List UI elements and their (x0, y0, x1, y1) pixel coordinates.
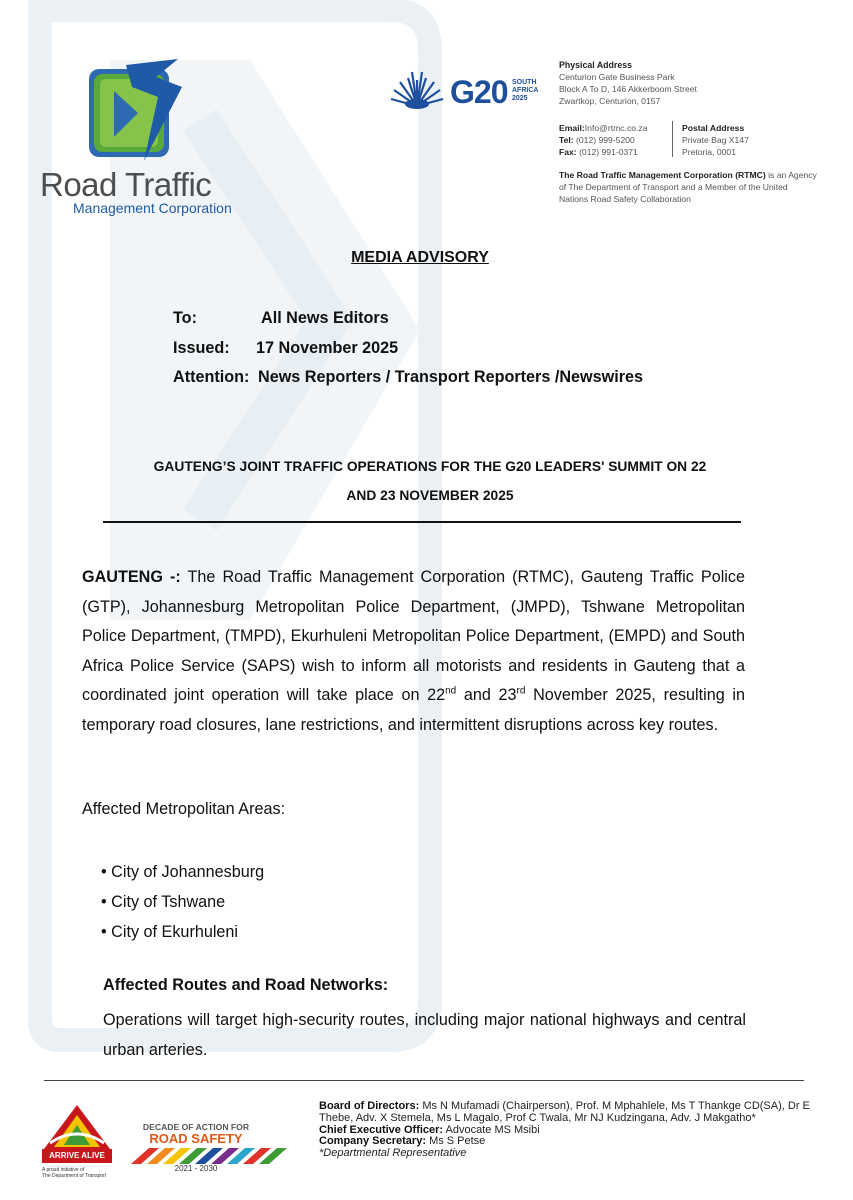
to-value: All News Editors (261, 309, 389, 327)
decade-years: 2021 - 2030 (174, 1164, 218, 1173)
list-item: • City of Ekurhuleni (101, 917, 264, 947)
arrive-alive-triangle-icon (42, 1103, 112, 1149)
footer-divider (44, 1080, 804, 1081)
postal-title: Postal Address (682, 123, 745, 133)
superscript: nd (445, 685, 457, 697)
headline-line: AND 23 NOVEMBER 2025 (346, 488, 514, 503)
board-value: Ms N Mufamadi (Chairperson), Prof. M Mphahlele, Ms T Thankge CD(SA), Dr E Thebe, Adv. X Stemela, Ms L Magalo, Prof C Twala, Mr NJ Kudzingana, Adv. J Makgatho* (319, 1100, 810, 1124)
board-label: Board of Directors: (319, 1100, 420, 1112)
g20-sub-line: AFRICA (512, 87, 539, 94)
postal-line: Pretoria, 0001 (682, 147, 736, 157)
g20-wordmark: G20 (450, 74, 508, 110)
list-item: • City of Johannesburg (101, 857, 264, 887)
issued-label: Issued: (173, 339, 230, 357)
physical-address-line: Block A To D, 146 Akkerboom Street (559, 84, 697, 94)
list-item: • City of Tshwane (101, 887, 264, 917)
org-name-line-2: Management Corporation (73, 200, 232, 216)
board-block (319, 1101, 819, 1160)
intro-paragraph (82, 563, 745, 740)
agency-name: The Road Traffic Management Corporation (RTMC) (559, 170, 766, 180)
secretary-value: Ms S Petse (429, 1135, 486, 1148)
contact-block (559, 122, 648, 158)
email-label: Email: (559, 123, 585, 133)
g20-sub-line: SOUTH (512, 79, 537, 86)
tel-label: Tel: (559, 135, 574, 145)
headline-divider (103, 521, 741, 523)
to-label: To: (173, 309, 197, 327)
ceo-value: Advocate MS Msibi (445, 1123, 540, 1136)
g20-protea-icon (386, 66, 448, 110)
g20-sub-line: 2025 (512, 95, 528, 102)
arrive-alive-sub-line: A proud initiative of (42, 1167, 85, 1173)
routes-paragraph: Operations will target high-security routes, including major national highways and central urban arteries. (103, 1011, 746, 1059)
secretary-label: Company Secretary: (319, 1135, 426, 1148)
departmental-note: *Departmental Representative (319, 1147, 467, 1160)
areas-list (101, 857, 264, 947)
agency-description: is an Agency of The Department of Transport and a Member of the United Nations Road Safety Collaboration (559, 170, 817, 204)
paragraph-text: and 23 (456, 686, 517, 704)
arrive-alive-sub-line: The Department of Transport (42, 1173, 107, 1179)
arrive-alive-subtitle (42, 1167, 122, 1179)
paragraph-text: November 2025, resulting in temporary road closures, lane restrictions, and intermittent disruptions across key routes. (82, 686, 746, 734)
paragraph-text: The Road Traffic Management Corporation (RTMC), Gauteng Traffic Police (GTP), Johannesburg Metropolitan Police Department, (JMPD), Tshwane Metropolitan Police Department, (TMPD), Ekurhuleni Metropolitan Police Department, (EMPD) and South Africa Police Service (SAPS) wish to inform all motorists and residents in Gauteng that a coordinated joint operation will take place on 22 (82, 568, 745, 704)
postal-line: Private Bag X147 (682, 135, 749, 145)
decade-line-1: DECADE OF ACTION FOR (142, 1122, 250, 1132)
attention-label: Attention: (173, 368, 250, 386)
superscript: rd (516, 685, 526, 697)
postal-block (682, 122, 749, 158)
arrive-alive-badge: ARRIVE ALIVE (42, 1149, 112, 1163)
email-value[interactable]: Info@rtmc.co.za (584, 123, 648, 133)
physical-address-line: Zwartkop, Centurion, 0157 (559, 96, 661, 106)
headline-line: GAUTENG’S JOINT TRAFFIC OPERATIONS FOR THE G20 LEADERS' SUMMIT ON 22 (153, 459, 707, 474)
tel-value: (012) 999-5200 (576, 135, 635, 145)
attention-value: News Reporters / Transport Reporters /Newswires (258, 368, 644, 386)
fax-label: Fax: (559, 147, 577, 157)
road-safety-stripes-icon (129, 1146, 295, 1164)
org-name-line-1: Road Traffic (40, 166, 212, 203)
fax-value: (012) 991-0371 (579, 147, 638, 157)
physical-address-title: Physical Address (559, 60, 633, 70)
areas-title: Affected Metropolitan Areas: (82, 800, 286, 818)
ceo-label: Chief Executive Officer: (319, 1123, 444, 1136)
decade-line-2: ROAD SAFETY (149, 1131, 243, 1146)
contact-divider (672, 121, 673, 157)
headline (110, 452, 750, 510)
agency-statement (559, 169, 819, 205)
physical-address-line: Centurion Gate Business Park (559, 72, 675, 82)
routes-title: Affected Routes and Road Networks: (103, 976, 389, 994)
page-title: MEDIA ADVISORY (351, 249, 489, 266)
dateline: GAUTENG -: (82, 568, 181, 586)
rtmc-logo-icon (86, 57, 186, 167)
g20-subtitle (512, 79, 552, 103)
issued-value: 17 November 2025 (256, 339, 399, 357)
